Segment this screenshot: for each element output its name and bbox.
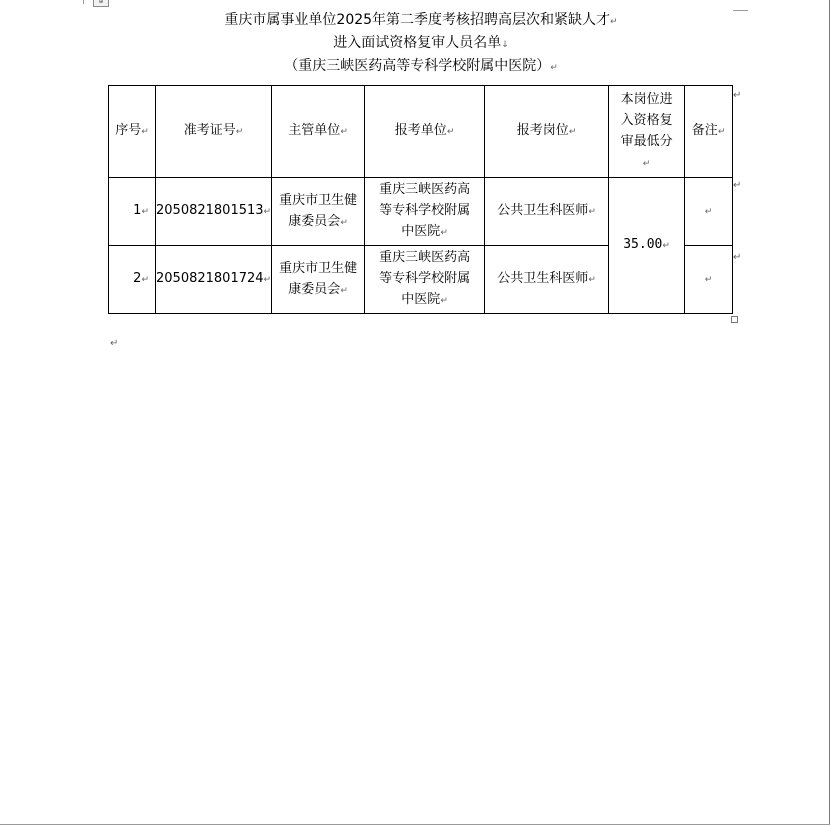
row-end-mark: ↵: [733, 180, 742, 191]
row-end-mark: ↵: [733, 252, 742, 263]
header-exam-no[interactable]: 准考证号↵: [156, 86, 272, 178]
cell-unit[interactable]: 重庆三峡医药高等专科学校附属中医院↵: [365, 246, 485, 314]
title-line-2: 进入面试资格复审人员名单↓: [333, 35, 509, 51]
cell-post[interactable]: 公共卫生科医师↵: [485, 246, 609, 314]
title-line-1: 重庆市属事业单位2025年第二季度考核招聘高层次和紧缺人才↵: [224, 12, 618, 28]
header-min-score[interactable]: 本岗位进入资格复审最低分↵: [609, 86, 685, 178]
header-post[interactable]: 报考岗位↵: [485, 86, 609, 178]
table-resize-handle[interactable]: [731, 316, 738, 323]
title-line-3: （重庆三峡医药高等专科学校附属中医院）↵: [284, 58, 558, 74]
header-remarks[interactable]: 备注↵: [685, 86, 733, 178]
header-unit[interactable]: 报考单位↵: [365, 86, 485, 178]
cell-authority[interactable]: 重庆市卫生健康委员会↵: [272, 246, 365, 314]
paragraph-mark: ↵: [610, 17, 618, 27]
cell-remarks[interactable]: ↵: [685, 178, 733, 246]
line-break-mark: ↓: [501, 40, 509, 50]
cell-seq[interactable]: 1↵: [109, 178, 156, 246]
header-authority[interactable]: 主管单位↵: [272, 86, 365, 178]
cell-exam-no[interactable]: 2050821801513↵: [156, 178, 272, 246]
cell-seq[interactable]: 2↵: [109, 246, 156, 314]
cell-authority[interactable]: 重庆市卫生健康委员会↵: [272, 178, 365, 246]
cell-unit[interactable]: 重庆三峡医药高等专科学校附属中医院↵: [365, 178, 485, 246]
cell-remarks[interactable]: ↵: [685, 246, 733, 314]
table-header-row: [109, 86, 733, 178]
table-row: [109, 178, 733, 246]
cell-post[interactable]: 公共卫生科医师↵: [485, 178, 609, 246]
object-anchor-icon[interactable]: ⊕: [93, 0, 109, 7]
document-title: [108, 10, 734, 79]
row-end-mark: ↵: [733, 90, 742, 101]
crop-mark: [733, 10, 748, 11]
cell-exam-no[interactable]: 2050821801724↵: [156, 246, 272, 314]
paragraph-mark: ↵: [110, 338, 119, 349]
cell-min-score[interactable]: 35.00↵: [609, 178, 685, 314]
header-seq[interactable]: 序号↵: [109, 86, 156, 178]
crop-mark: [83, 0, 84, 4]
candidate-table: [108, 85, 733, 314]
paragraph-mark: ↵: [550, 63, 558, 73]
